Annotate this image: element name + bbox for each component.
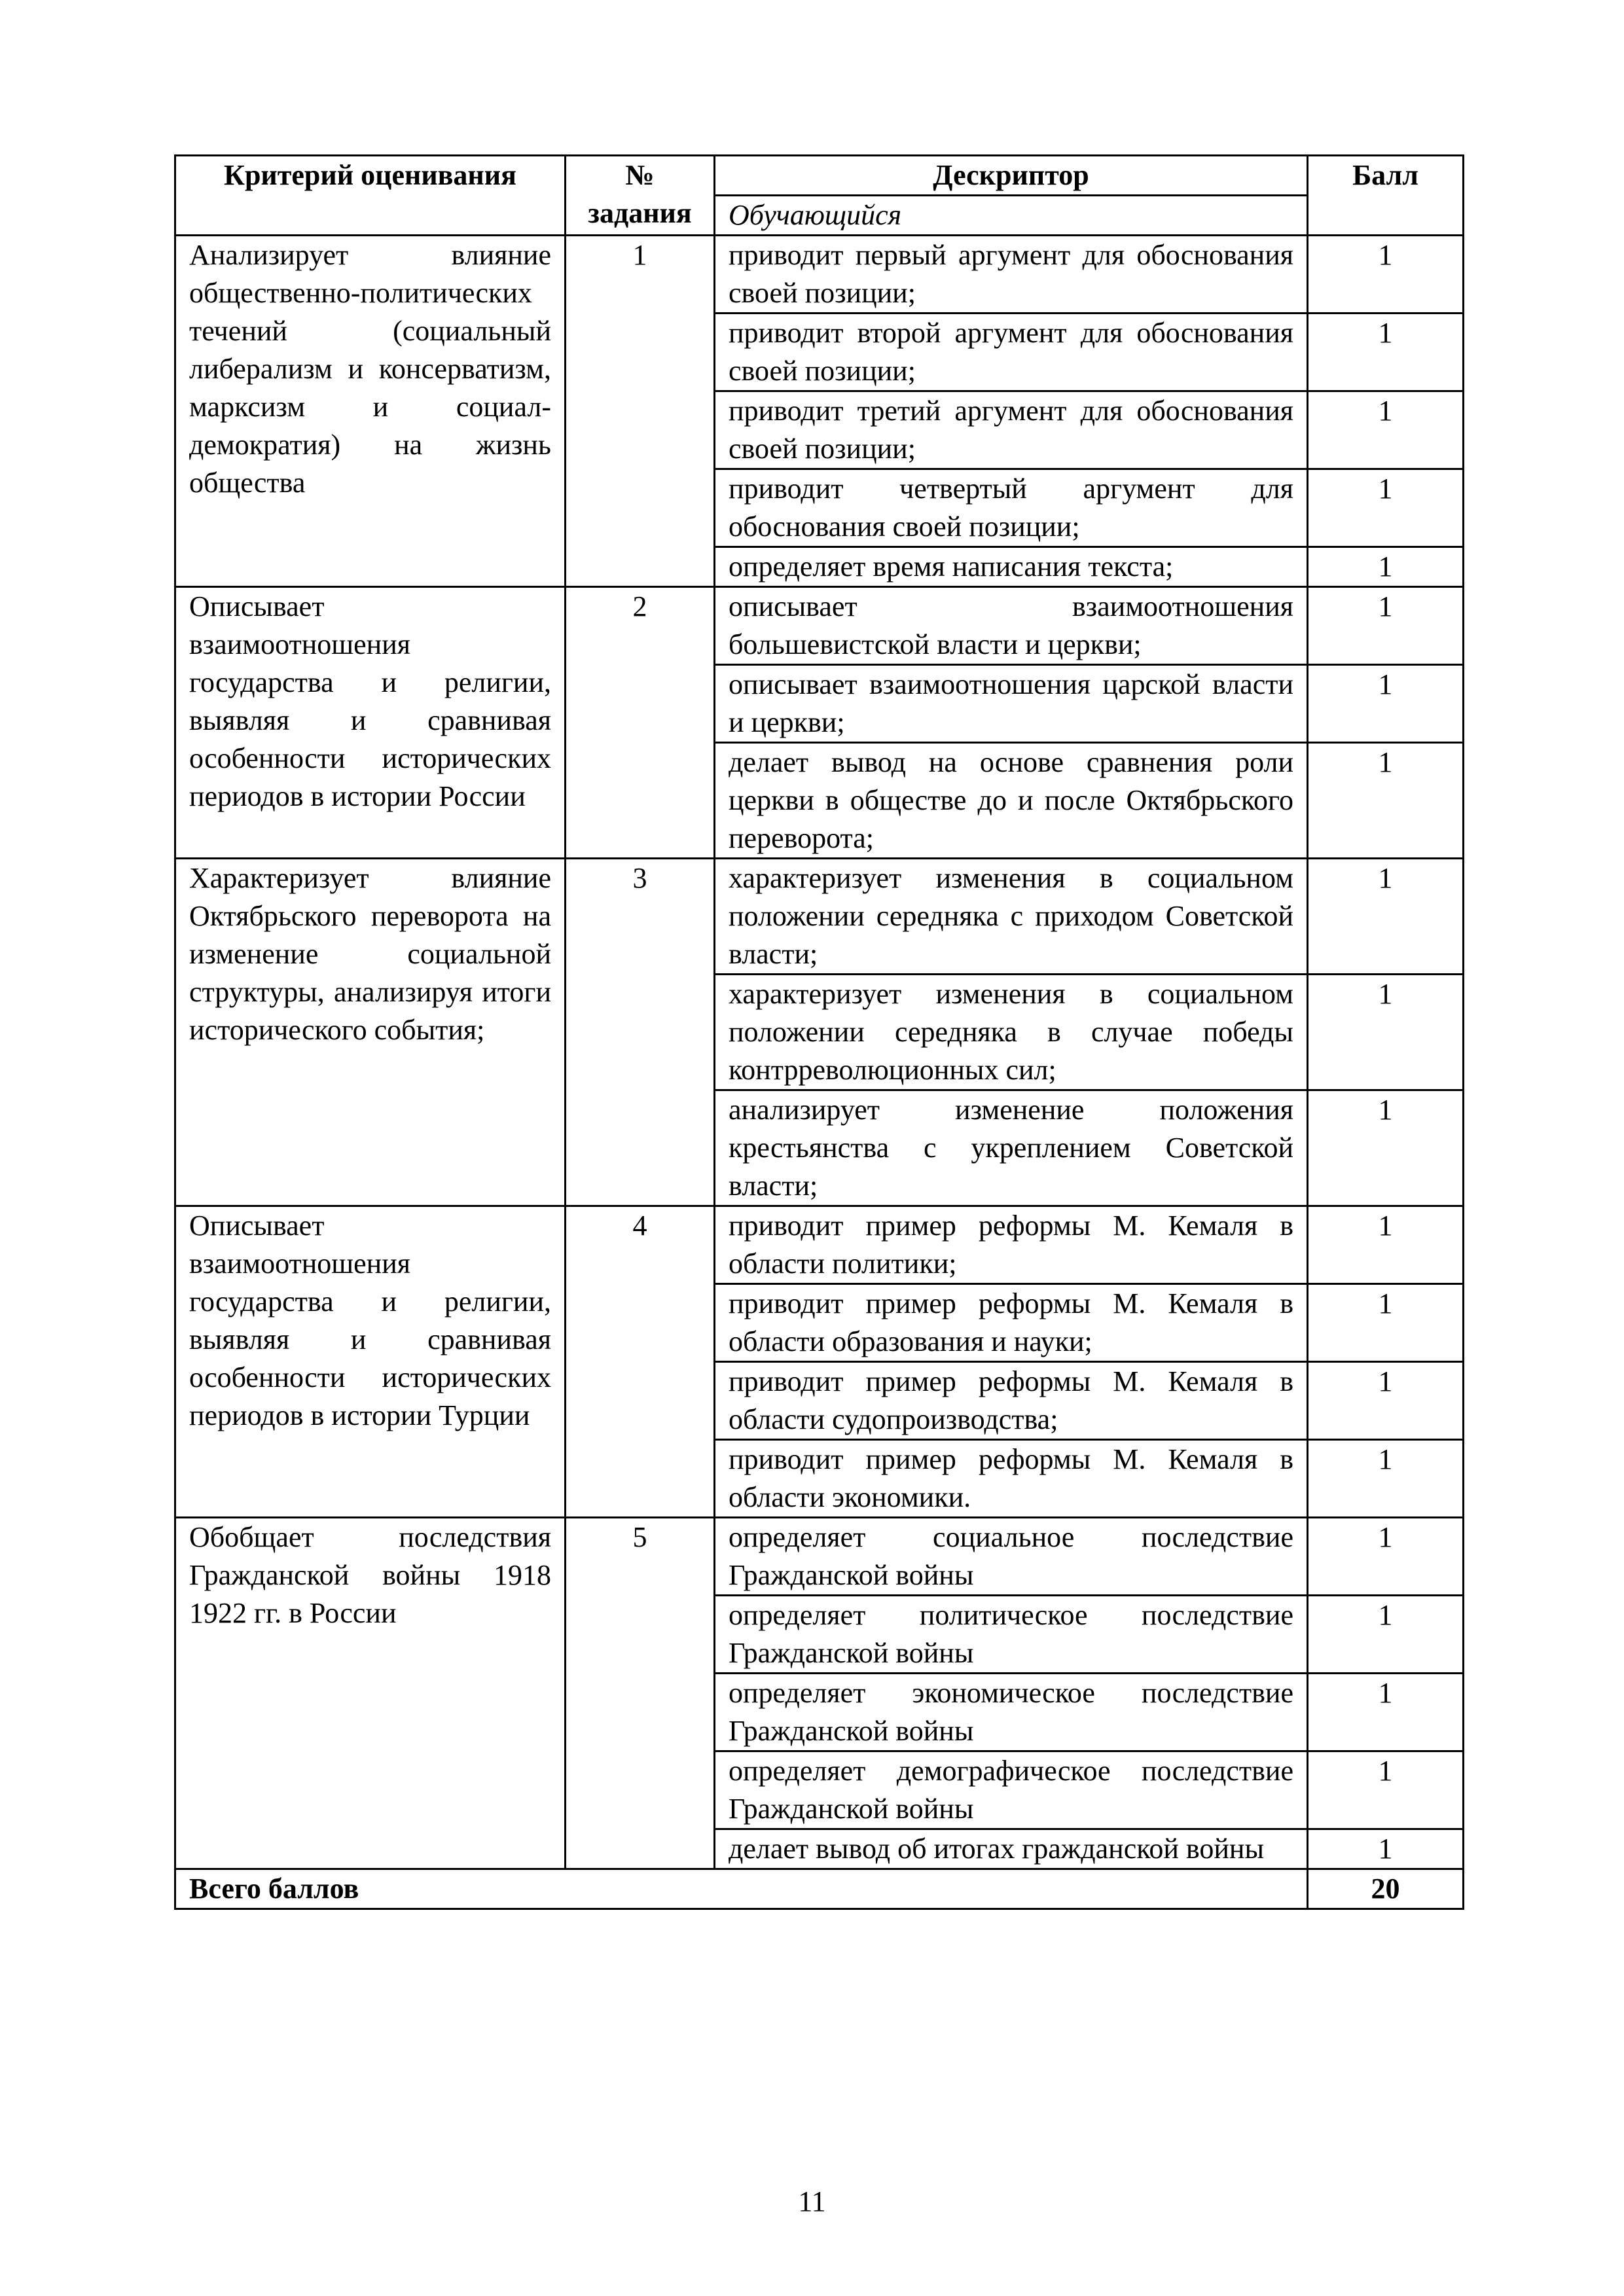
score-cell: 1 [1308,391,1464,469]
score-cell: 1 [1308,665,1464,743]
descriptor-cell: определяет демографическое последствие Гражданской войны [715,1751,1308,1829]
table-row [175,1206,1464,1284]
total-label: Всего баллов [175,1869,1308,1909]
descriptor-cell: анализирует изменение положения крестьянства с укреплением Советской власти; [715,1090,1308,1206]
score-cell: 1 [1308,975,1464,1090]
score-cell: 1 [1308,1596,1464,1674]
score-cell: 1 [1308,1284,1464,1362]
descriptor-cell: приводит третий аргумент для обоснования своей позиции; [715,391,1308,469]
descriptor-cell: определяет экономическое последствие Гражданской войны [715,1674,1308,1751]
task-number-cell: 3 [566,859,715,1206]
descriptor-cell: описывает взаимоотношения большевистской власти и церкви; [715,587,1308,665]
descriptor-cell: делает вывод на основе сравнения роли церкви в обществе до и после Октябрьского переворота; [715,743,1308,859]
descriptor-cell: определяет политическое последствие Гражданской войны [715,1596,1308,1674]
score-cell: 1 [1308,743,1464,859]
total-row [175,1869,1464,1909]
score-cell: 1 [1308,1751,1464,1829]
descriptor-cell: определяет социальное последствие Гражданской войны [715,1518,1308,1596]
header-task-number: № задания [566,156,715,236]
criterion-cell: Анализирует влияние общественно-политических течений (социальный либерализм и консерватизм, марксизм и социал-демократия) на жизнь общества [175,236,566,587]
score-cell: 1 [1308,1518,1464,1596]
descriptor-cell: характеризует изменения в социальном положении середняка с приходом Советской власти; [715,859,1308,975]
score-cell: 1 [1308,236,1464,314]
descriptor-cell: приводит пример реформы М. Кемаля в области образования и науки; [715,1284,1308,1362]
descriptor-cell: определяет время написания текста; [715,547,1308,587]
descriptor-cell: приводит первый аргумент для обоснования своей позиции; [715,236,1308,314]
header-row [175,156,1464,196]
score-cell: 1 [1308,314,1464,391]
score-cell: 1 [1308,1440,1464,1518]
table-row [175,1518,1464,1596]
criterion-cell: Характеризует влияние Октябрьского переворота на изменение социальной структуры, анализируя итоги исторического события; [175,859,566,1206]
task-number-cell: 1 [566,236,715,587]
descriptor-cell: описывает взаимоотношения царской власти и церкви; [715,665,1308,743]
total-value: 20 [1308,1869,1464,1909]
score-cell: 1 [1308,1674,1464,1751]
assessment-rubric-table [174,154,1464,1910]
task-number-cell: 5 [566,1518,715,1869]
table-row [175,236,1464,314]
header-descriptor-subtitle: Обучающийся [715,196,1308,236]
header-score: Балл [1308,156,1464,236]
score-cell: 1 [1308,469,1464,547]
criterion-cell: Описывает взаимоотношения государства и религии, выявляя и сравнивая особенности исторических периодов в истории России [175,587,566,859]
score-cell: 1 [1308,1362,1464,1440]
descriptor-cell: приводит второй аргумент для обоснования своей позиции; [715,314,1308,391]
header-criterion: Критерий оценивания [175,156,566,236]
descriptor-cell: характеризует изменения в социальном положении середняка в случае победы контрреволюционных сил; [715,975,1308,1090]
table-row [175,587,1464,665]
score-cell: 1 [1308,859,1464,975]
task-number-cell: 2 [566,587,715,859]
descriptor-cell: приводит пример реформы М. Кемаля в области политики; [715,1206,1308,1284]
score-cell: 1 [1308,1206,1464,1284]
criterion-cell: Обобщает последствия Гражданской войны 1918 1922 гг. в России [175,1518,566,1869]
score-cell: 1 [1308,1090,1464,1206]
score-cell: 1 [1308,1829,1464,1869]
descriptor-cell: приводит пример реформы М. Кемаля в области экономики. [715,1440,1308,1518]
score-cell: 1 [1308,547,1464,587]
score-cell: 1 [1308,587,1464,665]
rubric-body [175,236,1464,1869]
descriptor-cell: приводит четвертый аргумент для обоснования своей позиции; [715,469,1308,547]
descriptor-cell: делает вывод об итогах гражданской войны [715,1829,1308,1869]
task-number-cell: 4 [566,1206,715,1518]
header-descriptor: Дескриптор [715,156,1308,196]
page-number: 11 [798,2185,826,2217]
criterion-cell: Описывает взаимоотношения государства и религии, выявляя и сравнивая особенности исторических периодов в истории Турции [175,1206,566,1518]
table-row [175,859,1464,975]
descriptor-cell: приводит пример реформы М. Кемаля в области судопроизводства; [715,1362,1308,1440]
